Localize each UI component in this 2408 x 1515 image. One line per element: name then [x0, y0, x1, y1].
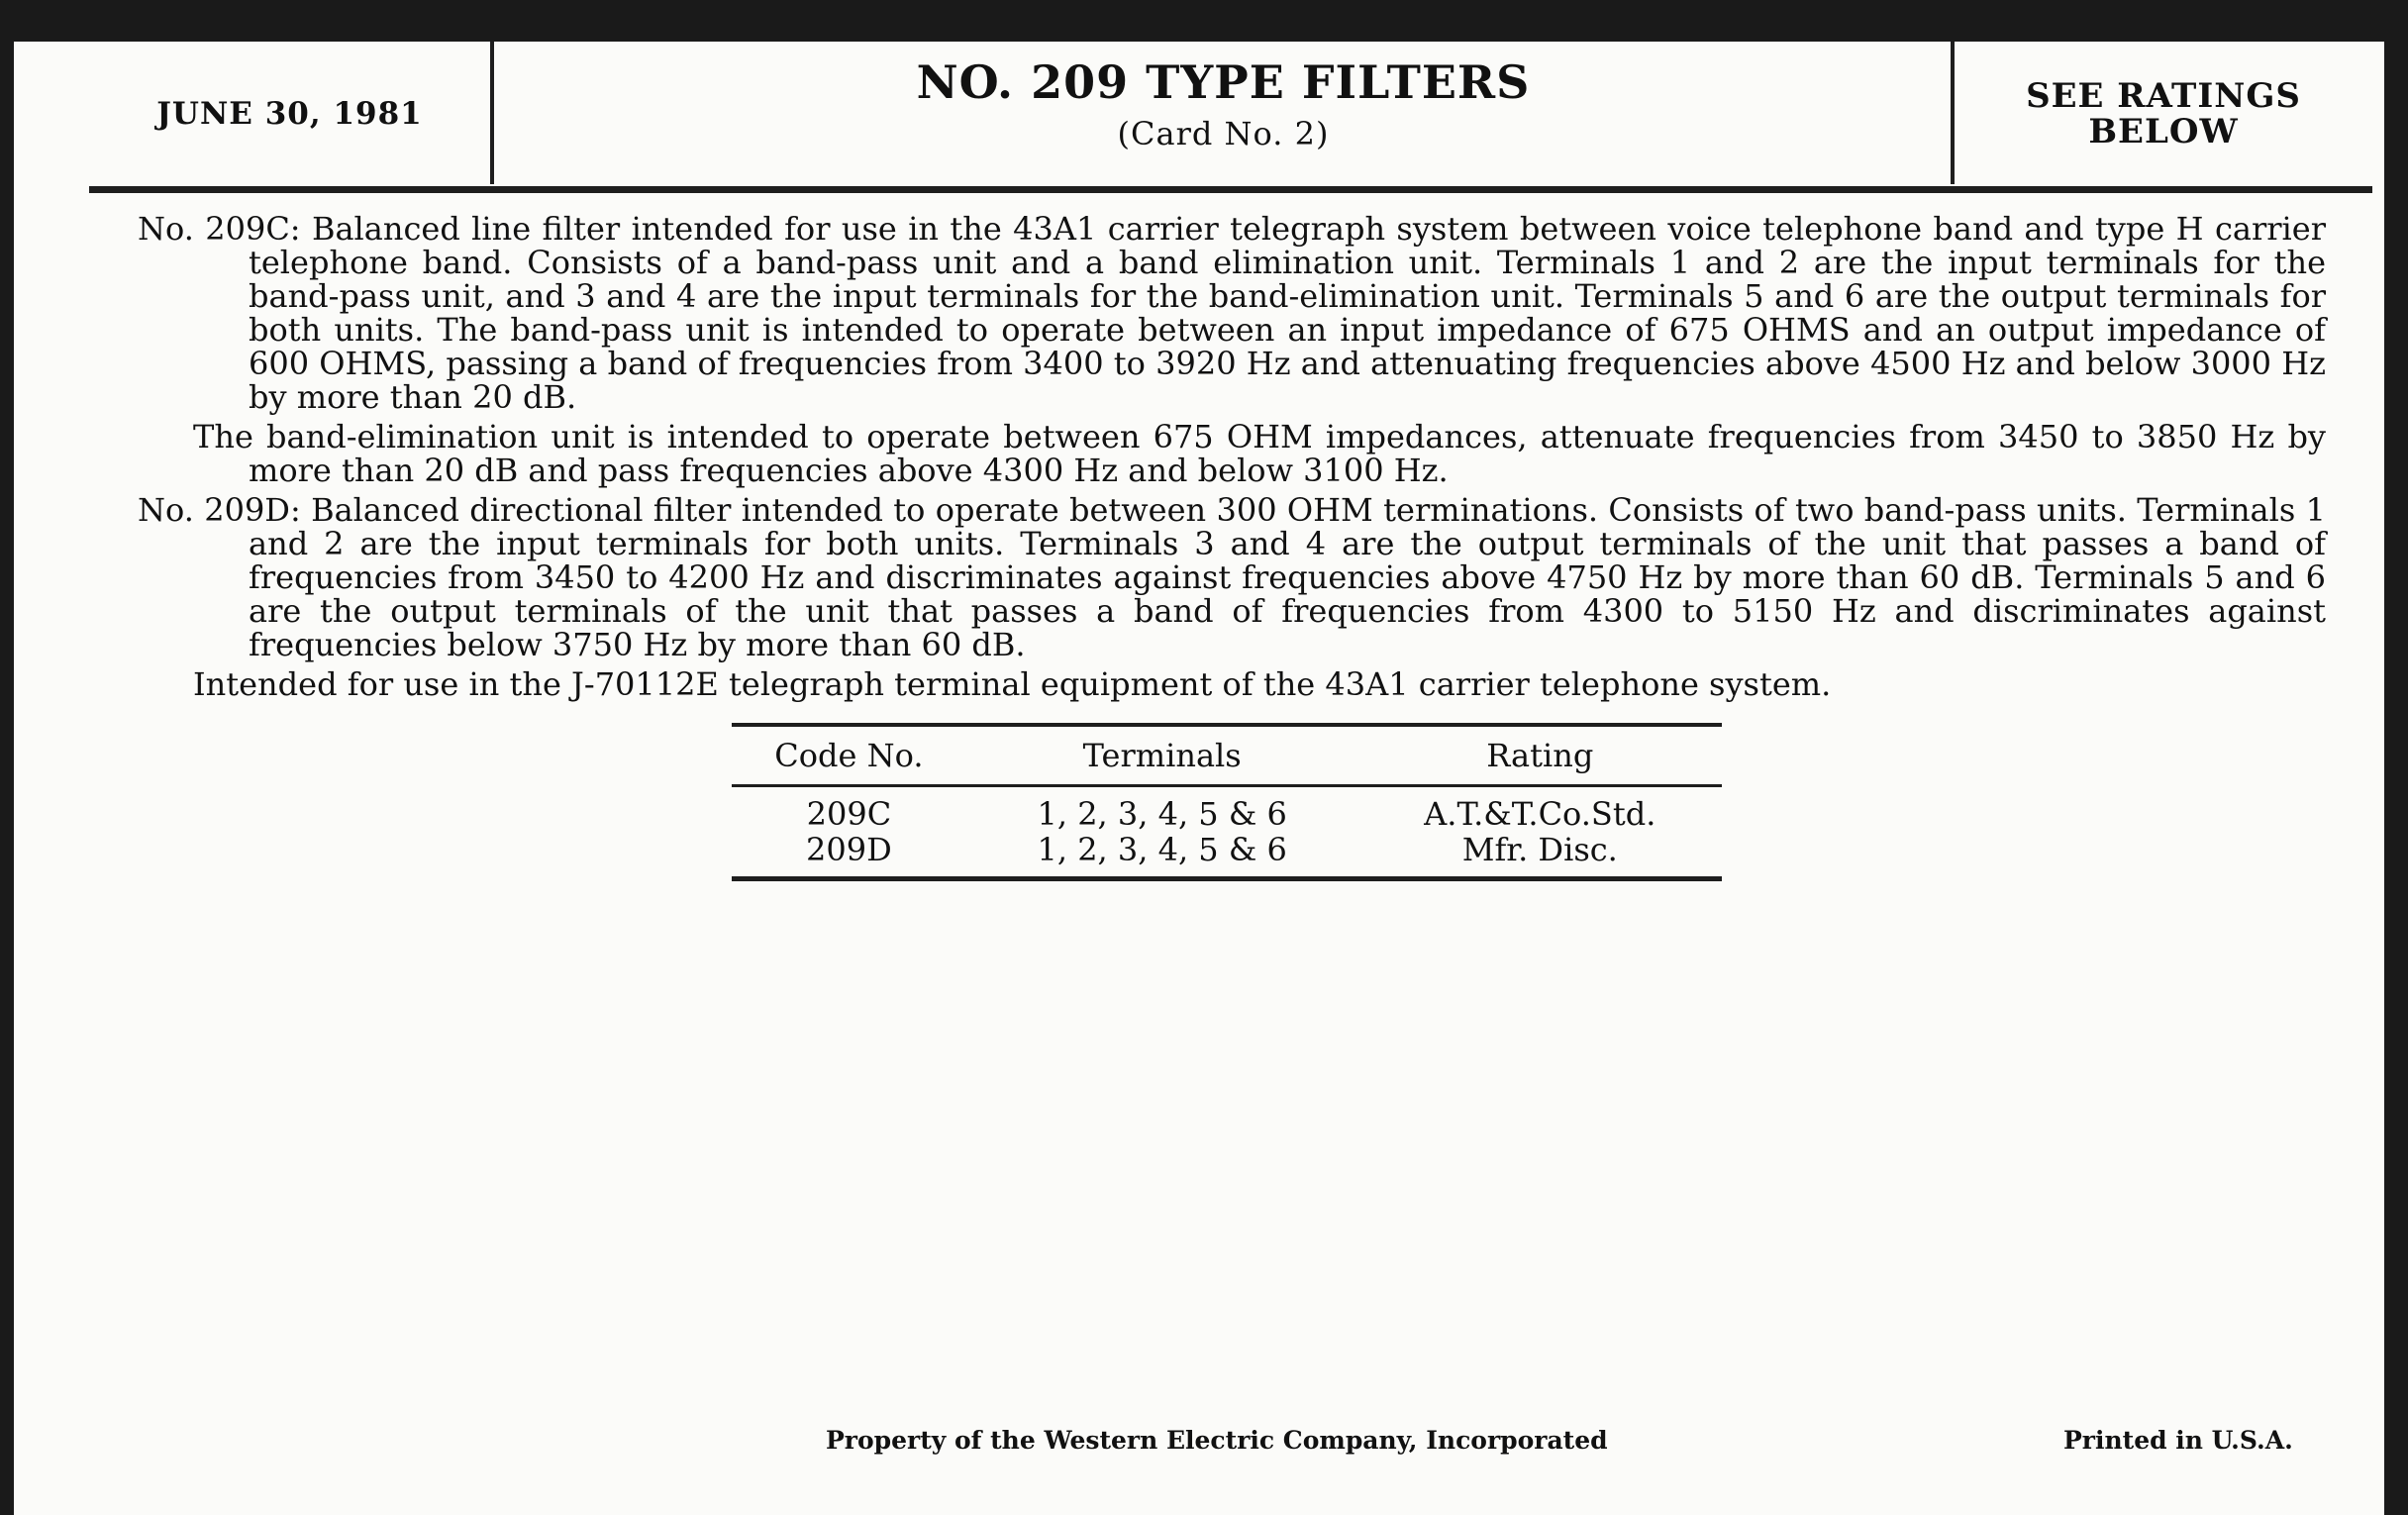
header-rating: Rating	[1486, 737, 1594, 774]
header-terminals: Terminals	[1082, 737, 1242, 774]
cell-terminals: 1, 2, 3, 4, 5 & 6	[1037, 795, 1287, 833]
header-code-no: Code No.	[774, 737, 924, 774]
table-row	[732, 832, 1722, 879]
table-header-row	[732, 725, 1722, 786]
rating-note-line1: SEE RATINGS	[2026, 76, 2301, 116]
document-card	[14, 42, 2384, 1515]
rating-note	[1955, 42, 2372, 186]
rating-note-line2: BELOW	[2088, 112, 2239, 152]
property-notice: Property of the Western Electric Company, Incorporated	[826, 1426, 1608, 1455]
table-row	[732, 786, 1722, 833]
printed-notice: Printed in U.S.A.	[2063, 1426, 2293, 1455]
paragraph-209d: No. 209D: Balanced directional filter intended to operate between 300 OHM terminations. Consists of two band-pass units. Terminals 1 and 2 are the input terminals for both units. Terminals 3 and 4 are the output terminals of the unit that passes a band of frequencies from 3450 to 4200 Hz and discriminates against frequencies above 4750 Hz by more than 60 dB. Terminals 5 and 6 are the output terminals of the unit that passes a band of frequencies from 4300 to 5150 Hz and discriminates against frequencies below 3750 Hz by more than 60 dB.	[138, 491, 2326, 663]
page-title: NO. 209 TYPE FILTERS	[916, 55, 1531, 109]
cell-rating: Mfr. Disc.	[1461, 831, 1618, 868]
body-text	[138, 212, 2326, 701]
cell-code: 209D	[806, 831, 892, 868]
ratings-table	[732, 723, 1722, 881]
page-subtitle: (Card No. 2)	[1117, 115, 1330, 152]
header	[89, 42, 2372, 193]
paragraph-209c: No. 209C: Balanced line filter intended for use in the 43A1 carrier telegraph system between voice telephone band and type H carrier telephone band. Consists of a band-pass unit and a band elimination unit. Terminals 1 and 2 are the input terminals for the band-pass unit, and 3 and 4 are the input terminals for the band-elimination unit. Terminals 5 and 6 are the output terminals for both units. The band-pass unit is intended to operate between an input impedance of 675 OHMS and an output impedance of 600 OHMS, passing a band of frequencies from 3400 to 3920 Hz and attenuating frequencies above 4500 Hz and below 3000 Hz by more than 20 dB.	[138, 210, 2326, 416]
paragraph-intended-use: Intended for use in the J-70112E telegraph terminal equipment of the 43A1 carrier telephone system.	[193, 665, 1832, 703]
paragraph-band-elimination: The band-elimination unit is intended to operate between 675 OHM impedances, attenuate frequencies from 3450 to 3850 Hz by more than 20 dB and pass frequencies above 4300 Hz and below 3100 Hz.	[193, 418, 2326, 489]
cell-code: 209C	[806, 795, 892, 833]
cell-rating: A.T.&T.Co.Std.	[1424, 795, 1656, 833]
cell-terminals: 1, 2, 3, 4, 5 & 6	[1037, 831, 1287, 868]
title-block	[494, 42, 1953, 186]
issue-date: JUNE 30, 1981	[156, 96, 423, 132]
